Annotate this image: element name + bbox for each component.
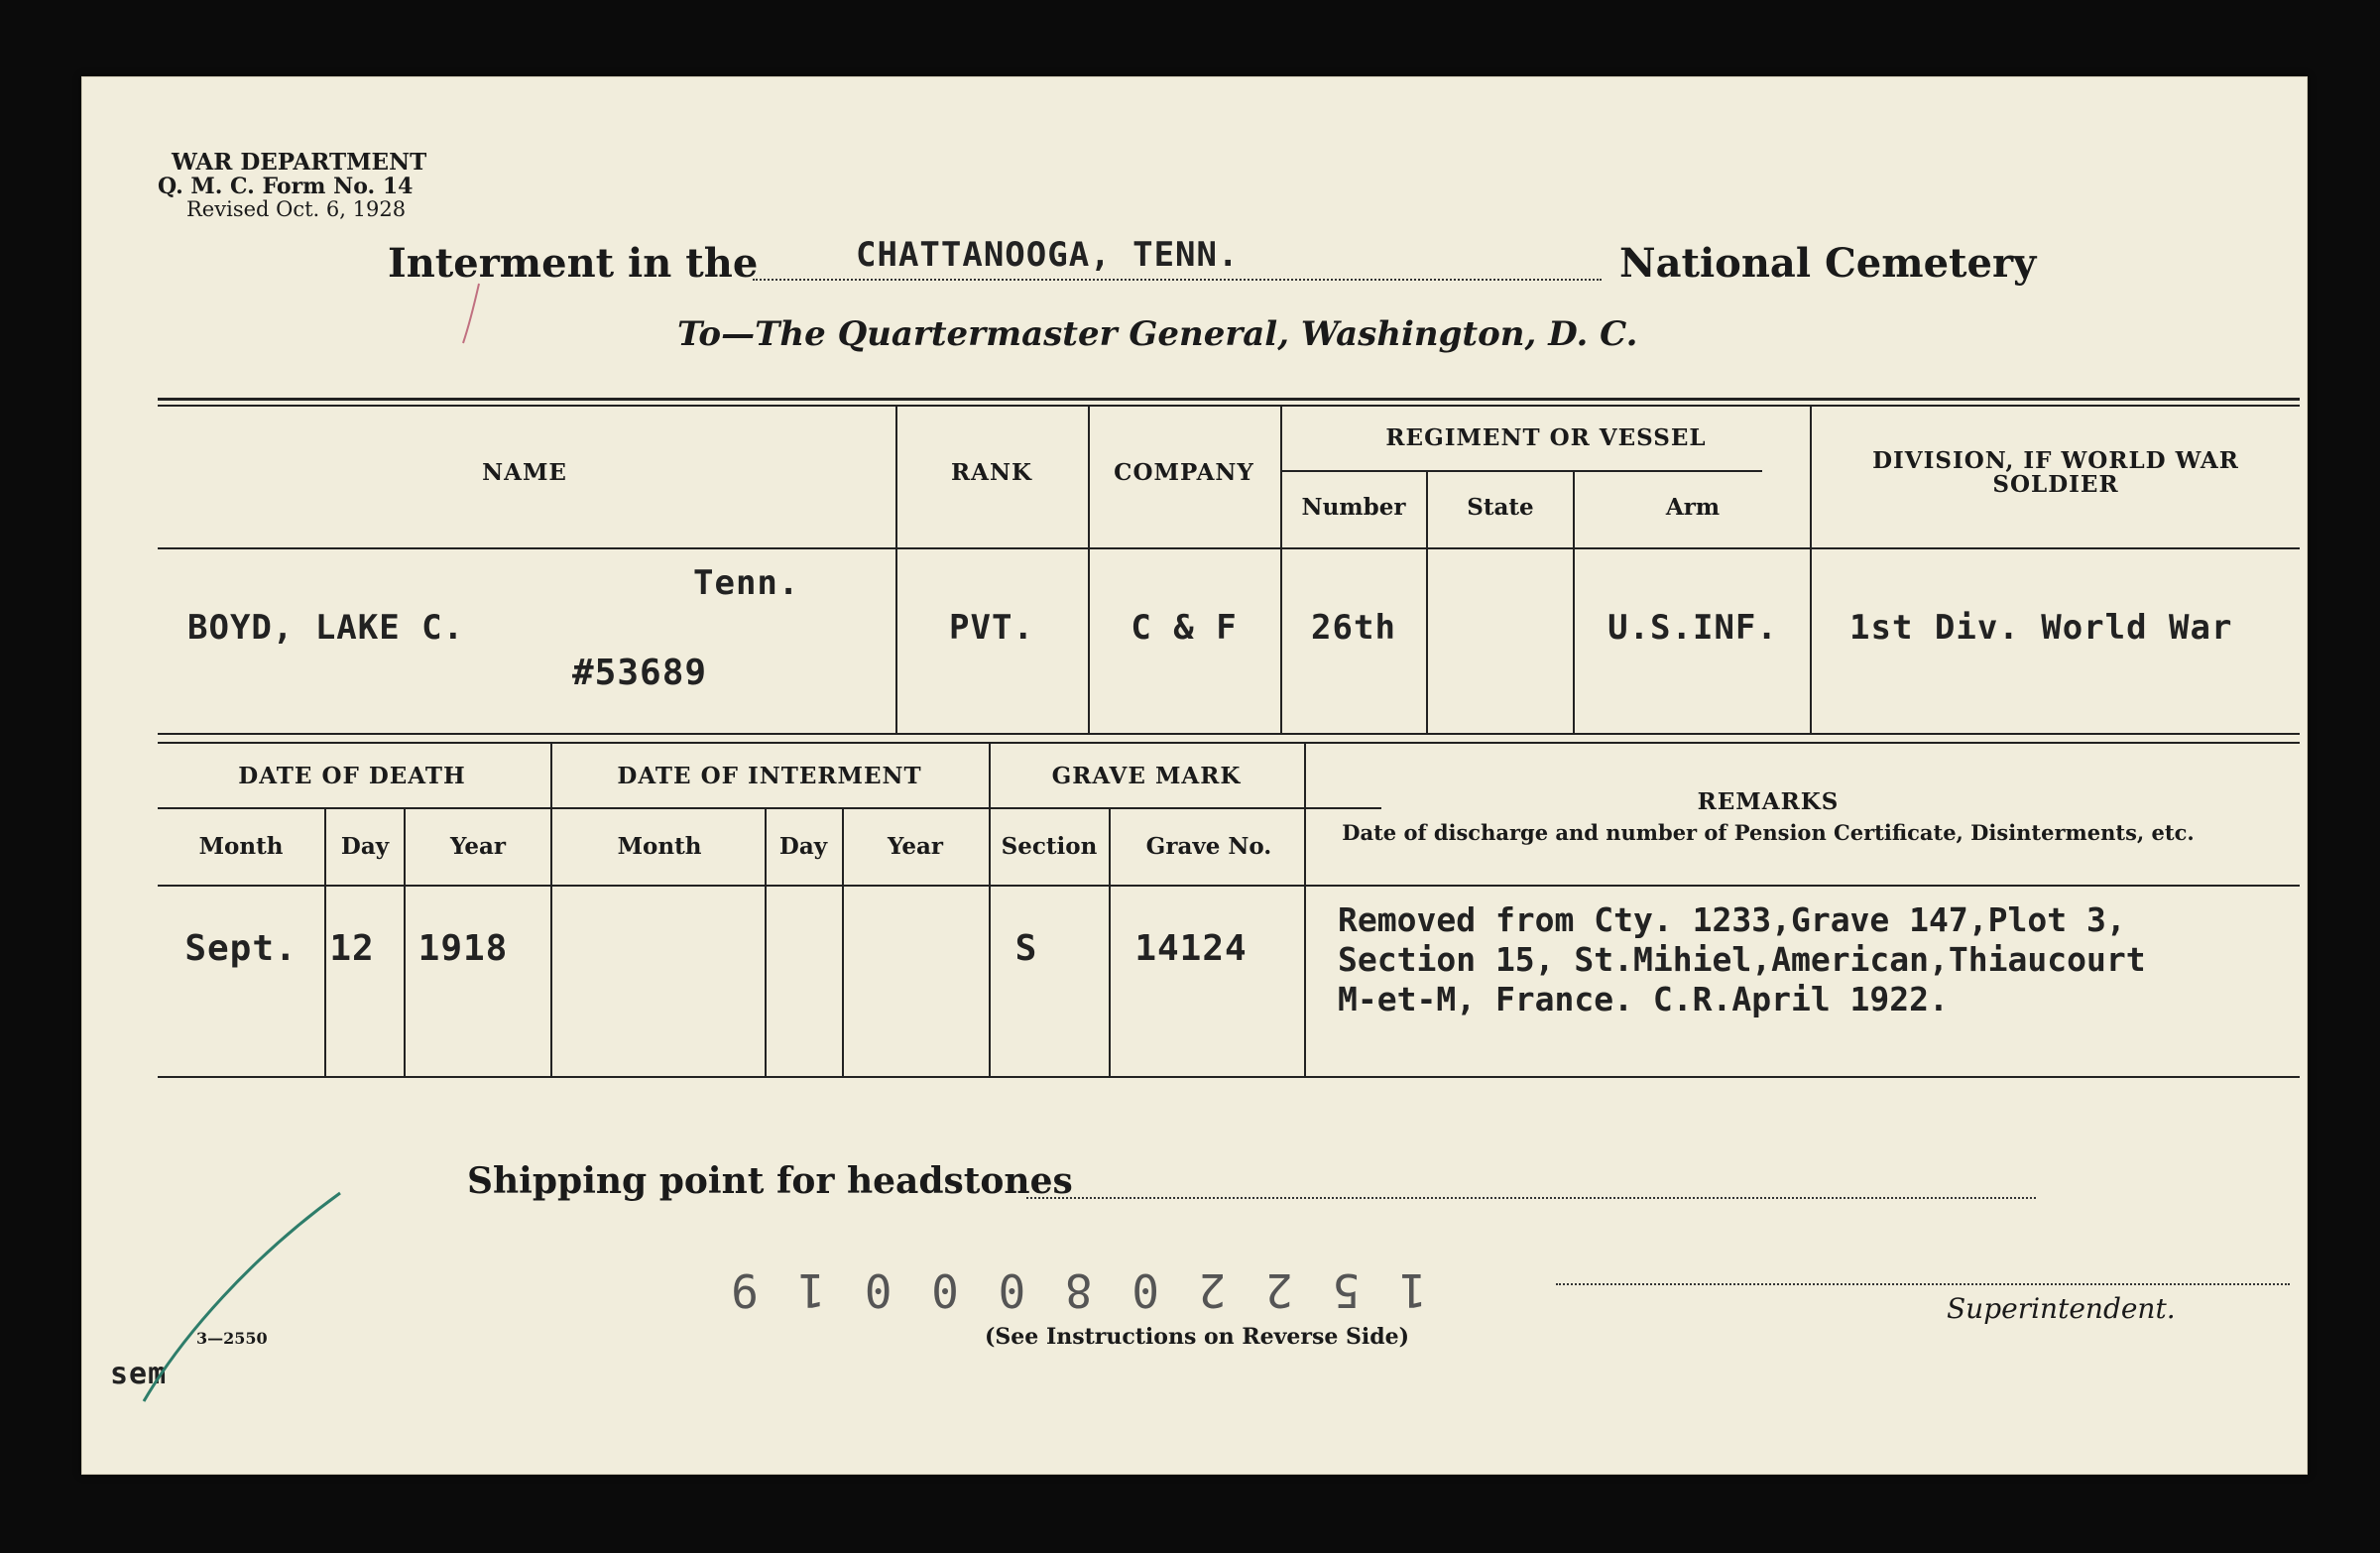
interment-month-header: Month [617, 833, 702, 860]
table2-col-line [989, 742, 991, 1076]
to-quartermaster-line: To—The Quartermaster General, Washington, D. C. [677, 314, 1638, 354]
date-of-death-header: DATE OF DEATH [238, 763, 466, 789]
cemetery-name: CHATTANOOGA, TENN. [856, 235, 1240, 275]
war-department-label: WAR DEPARTMENT [172, 149, 427, 176]
date-of-interment-header: DATE OF INTERMENT [617, 763, 922, 789]
section-header: Section [1001, 833, 1098, 860]
company-value: C & F [1130, 608, 1238, 648]
regiment-sub-rule [1282, 470, 1762, 472]
state-note: Tenn. [693, 563, 800, 603]
national-cemetery-label: National Cemetery [1619, 240, 2037, 287]
rank-value: PVT. [949, 608, 1034, 648]
death-year-value: 1918 [417, 928, 509, 969]
table2-col-line [404, 807, 406, 1076]
rank-header: RANK [951, 459, 1032, 486]
table1-header-rule [158, 547, 2300, 549]
interment-year-header: Year [887, 833, 944, 860]
division-value: 1st Div. World War [1849, 608, 2233, 648]
death-year-header: Year [449, 833, 507, 860]
table2-col-line [324, 807, 326, 1076]
grave-no-value: 14124 [1134, 928, 1248, 969]
cemetery-dotted-line [753, 279, 1602, 281]
table1-col-line [1573, 470, 1575, 733]
table2-col-line [842, 807, 844, 1076]
table1-col-line [895, 405, 897, 733]
remarks-line-2: Section 15, St.Mihiel,American,Thiaucourt [1338, 940, 2146, 979]
table1-col-line [1810, 405, 1812, 733]
table1-col-line [1088, 405, 1090, 733]
arm-header: Arm [1665, 494, 1721, 521]
division-header: DIVISION, IF WORLD WAR SOLDIER [1872, 447, 2239, 498]
grave-mark-header: GRAVE MARK [1051, 763, 1242, 789]
table2-header-rule [158, 885, 2300, 887]
serial-number: #53689 [572, 653, 708, 693]
grave-no-header: Grave No. [1145, 833, 1272, 860]
remarks-line-3: M-et-M, France. C.R.April 1922. [1338, 980, 1949, 1018]
death-month-header: Month [198, 833, 284, 860]
superintendent-dotted-line [1556, 1283, 2290, 1285]
instructions-note: (See Instructions on Reverse Side) [985, 1324, 1410, 1350]
revised-date-label: Revised Oct. 6, 1928 [186, 197, 407, 221]
remarks-line-1: Removed from Cty. 1233,Grave 147,Plot 3, [1338, 900, 2126, 939]
company-header: COMPANY [1114, 459, 1254, 486]
number-header: Number [1301, 494, 1406, 521]
table2-col-line [550, 742, 552, 1076]
interment-prefix: Interment in the [388, 240, 759, 287]
name-header: NAME [482, 459, 567, 486]
table1-top-rule-2 [158, 405, 2300, 407]
interment-day-header: Day [778, 833, 828, 860]
table1-col-line [1280, 405, 1282, 733]
print-code: 3—2550 [196, 1329, 268, 1348]
shipping-point-label: Shipping point for headstones [467, 1160, 1073, 1202]
regiment-header: REGIMENT OR VESSEL [1385, 424, 1707, 451]
stamp-number: 1 5 2 2 0 8 0 0 0 1 9 [725, 1263, 1427, 1317]
remarks-header: REMARKS [1697, 788, 1840, 815]
table2-bottom-rule [158, 1076, 2300, 1078]
interment-card [81, 76, 2308, 1475]
remarks-subheader: Date of discharge and number of Pension Certificate, Disinterments, etc. [1342, 820, 2195, 845]
table1-top-rule [158, 398, 2300, 401]
table2-col-line [1304, 742, 1306, 1076]
table2-group-rule [158, 807, 1381, 809]
state-header: State [1467, 494, 1534, 521]
death-day-value: 12 [329, 928, 375, 969]
arm-value: U.S.INF. [1607, 608, 1778, 648]
table1-col-line [1426, 470, 1428, 733]
regiment-number-value: 26th [1311, 608, 1396, 648]
shipping-dotted-line [1026, 1197, 2036, 1199]
form-number-label: Q. M. C. Form No. 14 [158, 174, 414, 199]
table1-bottom-rule [158, 733, 2300, 735]
table2-top-rule [158, 742, 2300, 744]
table2-col-line [765, 807, 767, 1076]
death-month-value: Sept. [184, 928, 298, 969]
clerk-initials: sem [110, 1357, 168, 1391]
superintendent-label: Superintendent. [1947, 1292, 2176, 1325]
section-value: S [1014, 928, 1038, 969]
soldier-name: BOYD, LAKE C. [187, 608, 465, 648]
death-day-header: Day [340, 833, 390, 860]
table2-col-line [1109, 807, 1111, 1076]
